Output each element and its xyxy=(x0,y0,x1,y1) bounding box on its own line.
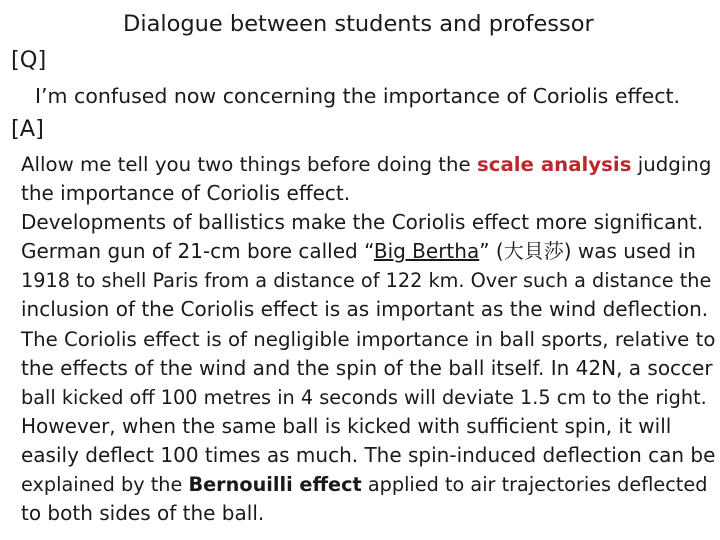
answer-line: The Coriolis effect is of negligible importance in ball sports, relative to xyxy=(21,327,716,351)
answer-line: to both sides of the ball. xyxy=(21,501,265,526)
answer-line: ball kicked off 100 metres in 4 seconds will deviate 1.5 cm to the right. xyxy=(21,385,707,409)
answer-line: However, when the same ball is kicked with sufficient spin, it will xyxy=(21,413,672,438)
big-bertha-link[interactable]: Big Bertha xyxy=(373,239,480,264)
answer-line: inclusion of the Coriolis effect is as important as the wind deflection. xyxy=(21,297,709,322)
answer-text: applied to air trajectories deflected xyxy=(361,473,708,497)
answer-line xyxy=(21,470,715,499)
answer-text: Allow me tell you two things before doing the xyxy=(21,153,477,176)
answer-line: the effects of the wind and the spin of the ball itself. In 42N, a soccer xyxy=(21,355,713,380)
bernouilli-effect-term: Bernouilli effect xyxy=(188,473,362,497)
answer-line: 1918 to shell Paris from a distance of 122 km. Over such a distance the xyxy=(21,269,712,293)
slide-title: Dialogue between students and professor xyxy=(123,11,594,37)
answer-line: the importance of Coriolis effect. xyxy=(21,181,351,206)
answer-line xyxy=(21,237,715,266)
answer-body xyxy=(21,150,715,528)
question-label: [Q] xyxy=(11,47,47,73)
answer-text: German gun of 21-cm bore called “ xyxy=(21,239,374,264)
answer-line xyxy=(21,150,715,179)
answer-label: [A] xyxy=(11,116,44,142)
answer-text: ” (大貝莎) was used in xyxy=(479,239,696,264)
answer-text: judging xyxy=(631,153,712,176)
scale-analysis-term: scale analysis xyxy=(476,153,632,176)
answer-text: explained by the xyxy=(21,473,189,497)
answer-line: easily deflect 100 times as much. The spin-induced deflection can be xyxy=(21,442,716,467)
question-text: I’m confused now concerning the importance of Coriolis effect. xyxy=(35,84,681,108)
answer-line: Developments of ballistics make the Coriolis effect more significant. xyxy=(21,210,704,235)
